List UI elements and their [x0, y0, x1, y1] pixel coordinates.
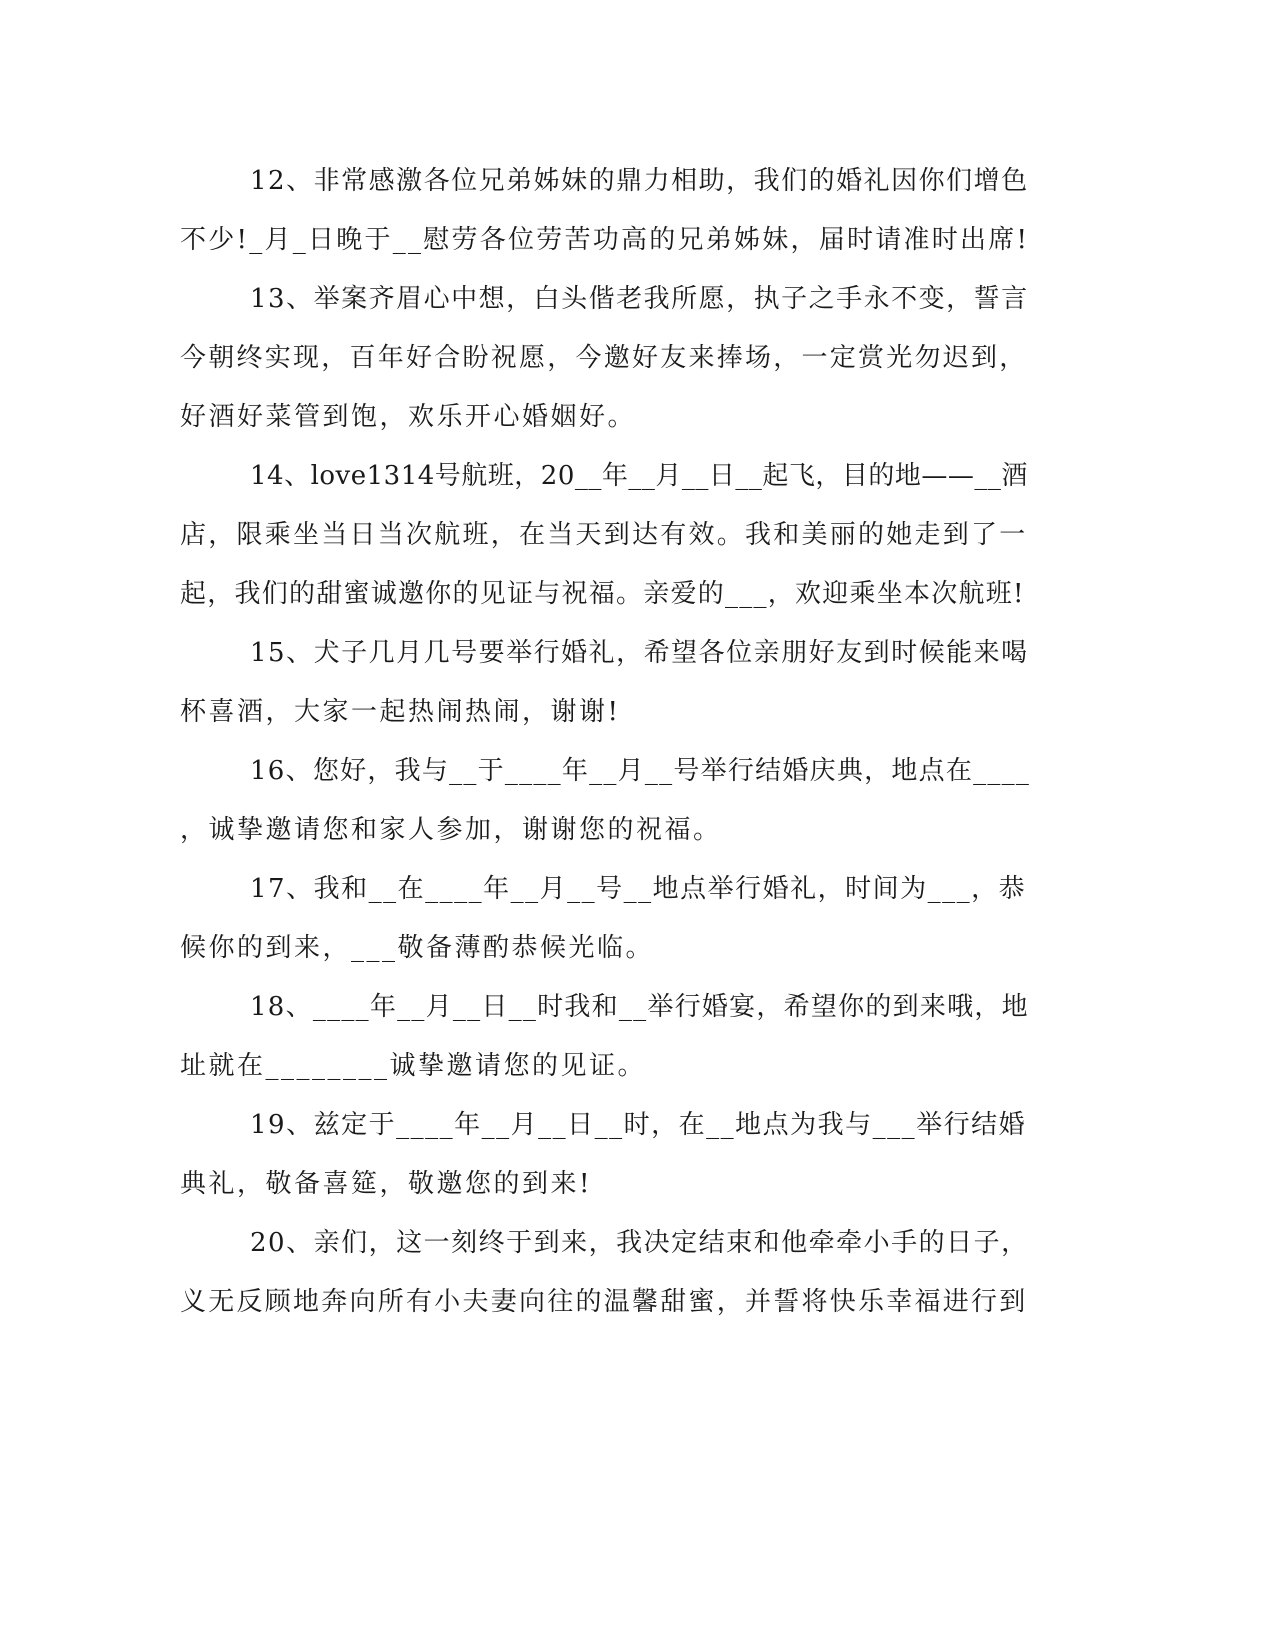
paragraph-17-line-1: 17、我和__在____年__月__号__地点举行婚礼，时间为___，恭 — [250, 874, 1027, 904]
paragraph-13-line-1: 13、举案齐眉心中想，白头偕老我所愿，执子之手永不变，誓言 — [250, 284, 1029, 314]
paragraph-13-line-3: 好酒好菜管到饱，欢乐开心婚姻好。 — [180, 402, 637, 432]
paragraph-14-line-2: 店，限乘坐当日当次航班，在当天到达有效。我和美丽的她走到了一 — [180, 520, 1028, 550]
paragraph-19-line-1: 19、兹定于____年__月__日__时，在__地点为我与___举行结婚 — [250, 1110, 1027, 1140]
paragraph-14-line-3: 起，我们的甜蜜诚邀你的见证与祝福。亲爱的___，欢迎乘坐本次航班! — [180, 579, 1025, 609]
paragraph-15-line-2: 杯喜酒，大家一起热闹热闹，谢谢! — [180, 697, 621, 727]
paragraph-18-line-1: 18、____年__月__日__时我和__举行婚宴，希望你的到来哦，地 — [250, 992, 1029, 1022]
paragraph-20-line-2: 义无反顾地奔向所有小夫妻向往的温馨甜蜜，并誓将快乐幸福进行到 — [180, 1287, 1028, 1317]
paragraph-13-line-2: 今朝终实现，百年好合盼祝愿，今邀好友来捧场，一定赏光勿迟到， — [180, 343, 1028, 373]
paragraph-16-line-1: 16、您好，我与__于____年__月__号举行结婚庆典，地点在____ — [250, 756, 1031, 786]
paragraph-16-line-2: ，诚挚邀请您和家人参加，谢谢您的祝福。 — [180, 815, 722, 845]
paragraph-12-line-2: 不少!_月_日晚于__慰劳各位劳苦功高的兄弟姊妹，届时请准时出席! — [180, 225, 1030, 255]
paragraph-15-line-1: 15、犬子几月几号要举行婚礼，希望各位亲朋好友到时候能来喝 — [250, 638, 1029, 668]
paragraph-12-line-1: 12、非常感激各位兄弟姊妹的鼎力相助，我们的婚礼因你们增色 — [250, 166, 1029, 196]
paragraph-19-line-2: 典礼，敬备喜筵，敬邀您的到来! — [180, 1169, 592, 1199]
paragraph-17-line-2: 候你的到来，___敬备薄酌恭候光临。 — [180, 933, 655, 963]
paragraph-18-line-2: 址就在________诚挚邀请您的见证。 — [180, 1051, 647, 1081]
paragraph-20-line-1: 20、亲们，这一刻终于到来，我决定结束和他牵牵小手的日子， — [250, 1228, 1029, 1258]
paragraph-14-line-1: 14、love1314号航班，20__年__月__日__起飞，目的地——__酒 — [250, 461, 1028, 491]
